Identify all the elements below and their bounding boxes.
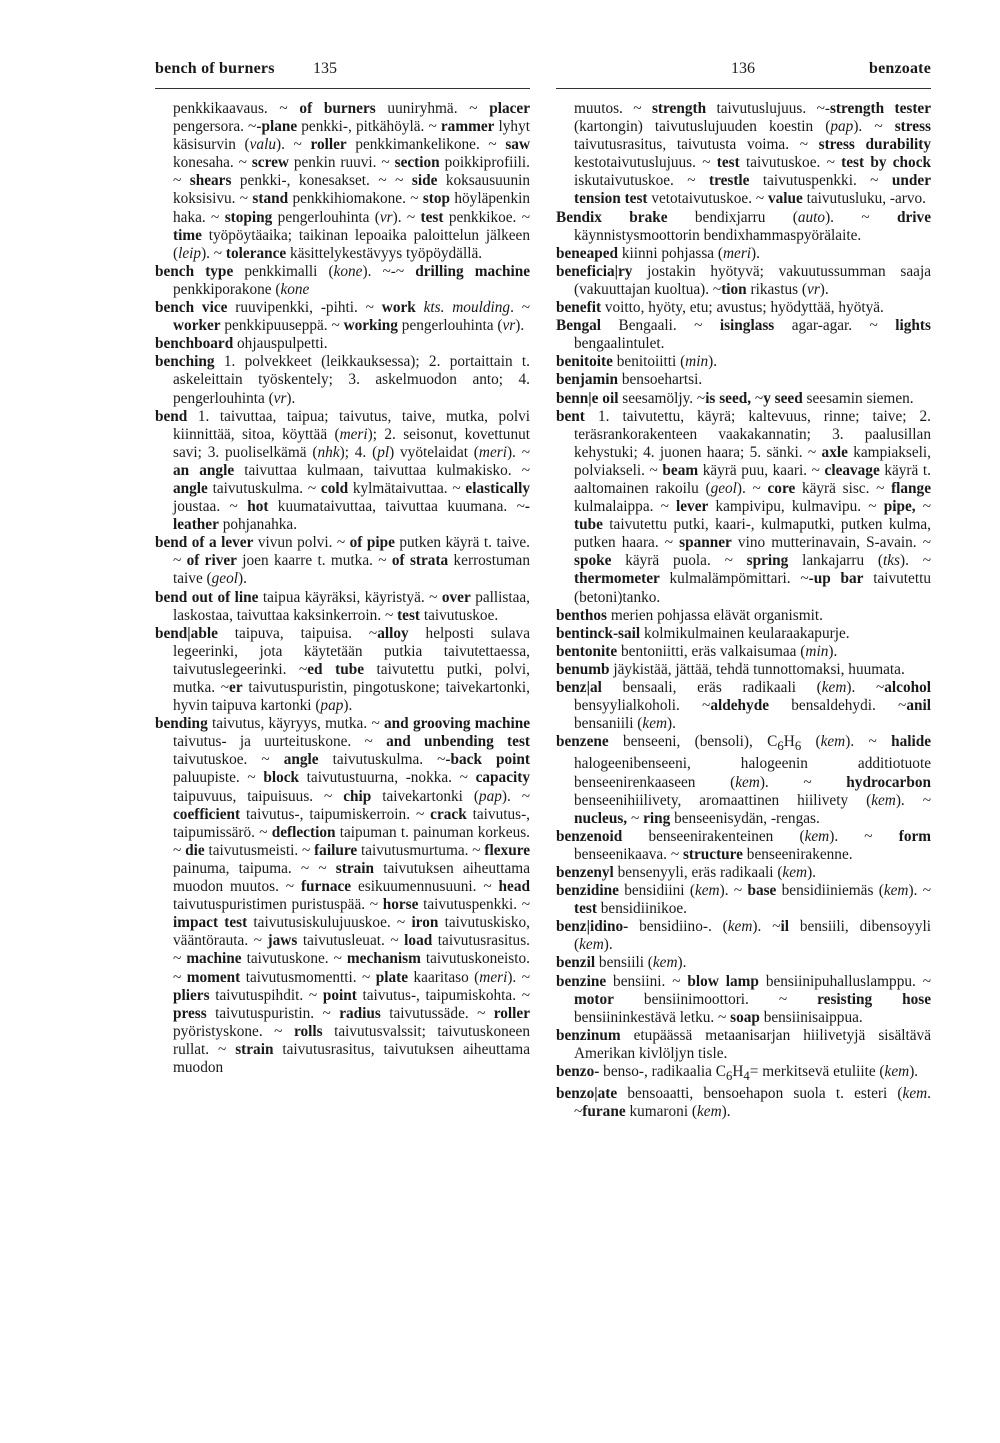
dictionary-entry: benzenyl bensenyyli, eräs radikaali (kem). [556, 863, 816, 881]
dictionary-entry: benjamin bensoehartsi. [556, 371, 703, 389]
dictionary-entry: benzinum etupäässä metaanisarjan hiilivetyjä sisältävä Amerikan kivlöljyn tisle. [556, 1026, 931, 1062]
dictionary-entry: benzidine bensidiini (kem). ~ base bensidiiniemäs (kem). ~ test bensidiinikoe. [556, 882, 931, 918]
dictionary-entry: benefit voitto, hyöty, etu; avustus; hyödyttää, hyötyä. [556, 299, 884, 317]
right-column [556, 100, 931, 1430]
dictionary-entry: benz|al bensaali, eräs radikaali (kem). ~alcohol bensyylialkoholi. ~aldehyde bensaldehydi. ~anil bensaniili (kem). [556, 679, 931, 733]
dictionary-entry: benching 1. polvekkeet (leikkauksessa); 2. portaittain t. askeleittain työskentely; 3. askelmuodon anto; 4. pengerlouhinta (vr). [155, 353, 530, 407]
right-page-number: 136 [731, 60, 755, 77]
dictionary-entry: beneaped kiinni pohjassa (meri). [556, 244, 760, 262]
left-page-header [155, 60, 530, 89]
right-guide-word: benzoate [868, 60, 931, 77]
dictionary-entry: bench vice ruuvipenkki, -pihti. ~ work kts. moulding. ~ worker penkkipuuseppä. ~ working pengerlouhinta (vr). [155, 299, 530, 335]
dictionary-entry: bend of a lever vivun polvi. ~ of pipe putken käyrä t. taive. ~ of river joen kaarre t. mutka. ~ of strata kerrostuman taive (geol). [155, 534, 530, 588]
dictionary-entry: Bengal Bengaali. ~ isinglass agar-agar. ~ lights bengaalintulet. [556, 317, 931, 353]
continued-entry: muutos. ~ strength taivutuslujuus. ~-strength tester (kartongin) taivutuslujuuden koestin (pap). ~ stress taivutusrasitus, taivutusta voima. ~ stress durability kestotaivutuslujuus. ~ test taivutuskoe. ~ test by chock iskutaivutuskoe. ~ trestle taivutuspenkki. ~ under tension test vetotaivutuskoe. ~ value taivutusluku, -arvo. [574, 100, 931, 208]
dictionary-entry: benchboard ohjauspulpetti. [155, 335, 328, 353]
dictionary-entry: bending taivutus, käyryys, mutka. ~ and grooving machine taivutus- ja uurteituskone. ~ and unbending test taivutuskoe. ~ angle taivutuskulma. ~-back point paluupiste. ~ block taivutustuurna, -nokka. ~ capacity taipuvuus, taipuisuus. ~ chip taivekartonki (pap). ~ coefficient taivutus-, taipumiskerroin. ~ crack taivutus-, taipumissärö. ~ deflection taipuman t. painuman korkeus. ~ die taivutusmeisti. ~ failure taivutusmurtuma. ~ flexure painuma, taipuma. ~ ~ strain taivutuksen aiheuttama muodon muutos. ~ furnace esikuumennusuuni. ~ head taivutuspuristimen puristuspää. ~ horse taivutuspenkki. ~ impact test taivutusiskulujuuskoe. ~ iron taivutuskisko, vääntörauta. ~ jaws taivutusleuat. ~ load taivutusrasitus. ~ machine taivutuskone. ~ mechanism taivutuskoneisto. ~ moment taivutusmomentti. ~ plate kaaritaso (meri). ~ pliers taivutuspihdit. ~ point taivutus-, taipumiskohta. ~ press taivutuspuristin. ~ radius taivutussäde. ~ roller pyöristyskone. ~ rolls taivutusvalssit; taivutuskoneen rullat. ~ strain taivutusrasitus, taivutuksen aiheuttama muodon [155, 715, 530, 1076]
dictionary-entry: beneficia|ry jostakin hyötyvä; vakuutussumman saaja (vakuuttajan kuoltua). ~tion rikastus (vr). [556, 262, 931, 298]
dictionary-entry: benitoite benitoiitti (min). [556, 353, 718, 371]
right-page-header [556, 60, 931, 89]
dictionary-entry: bend|able taipuva, taipuisa. ~alloy helposti sulava legeerinki, jota käytetään putkia taivutettaessa, taivutuslegeerinki. ~ed tube taivutettu putki, polvi, mutka. ~er taivutuspuristin, pingotuskone; taivekartonki, hyvin taipuva kartonki (pap). [155, 624, 530, 715]
dictionary-entry: benzil bensiili (kem). [556, 954, 687, 972]
left-guide-word: bench of burners [155, 60, 275, 77]
dictionary-entry: benzo- benso-, radikaalia $C_6H_4=$ merkitsevä etuliite (kem). [556, 1063, 919, 1084]
dictionary-entry: benzenoid benseenirakenteinen (kem). ~ form benseenikaava. ~ structure benseenirakenne. [556, 827, 931, 863]
dictionary-entry: bend 1. taivuttaa, taipua; taivutus, taive, mutka, polvi kiinnittää, sitoa, köyttää (meri); 2. seisonut, kovettunut savi; 3. puoliselkämä (nhk); 4. (pl) vyötelaidat (meri). ~ an angle taivuttaa kulmaan, taivuttaa kulmakisko. ~ angle taivutuskulma. ~ cold kylmätaivuttaa. ~ elastically joustaa. ~ hot kuumataivuttaa, taivuttaa kuumana. ~-leather pohjanahka. [155, 407, 530, 534]
continued-entry: penkkikaavaus. ~ of burners uuniryhmä. ~ placer pengersora. ~-plane penkki-, pitkähöylä. ~ rammer lyhyt käsisurvin (valu). ~ roller penkkimankelikone. ~ saw konesaha. ~ screw penkin ruuvi. ~ section poikkiprofiili. ~ shears penkki-, konesakset. ~ ~ side koksausuunin koksisivu. ~ stand penkkihiomakone. ~ stop höyläpenkin haka. ~ stoping pengerlouhinta (vr). ~ test penkkikoe. ~ time työpöytäaika; taikinan lepoaika paloittelun jälkeen (leip). ~ tolerance käsittelykestävyys työpöydällä. [173, 100, 530, 262]
dictionary-entry: bent 1. taivutettu, käyrä; kaltevuus, rinne; taive; 2. teräsrankorakenteen vaakakannatin; 3. paalusillan kehystuki; 4. juonen haara; 5. sänki. ~ axle kampiakseli, polviakseli. ~ beam käyrä puu, kaari. ~ cleavage käyrä t. aaltomainen rakoilu (geol). ~ core käyrä sisc. ~ flange kulmalaippa. ~ lever kampivipu, kulmavipu. ~ pipe, ~ tube taivutettu putki, kaari-, kulmaputki, putken kulma, putken haara. ~ spanner vino mutterinavain, S-avain. ~ spoke käyrä puola. ~ spring lankajarru (tks). ~ thermometer kulmalämpömittari. ~-up bar taivutettu (betoni)tanko. [556, 407, 931, 606]
dictionary-entry: benumb jäykistää, jättää, tehdä tunnottomaksi, huumata. [556, 660, 905, 678]
left-page-number: 135 [313, 60, 337, 77]
dictionary-entry: bench type penkkimalli (kone). ~-~ drilling machine penkkiporakone (kone [155, 262, 530, 298]
dictionary-entry: bend out of line taipua käyräksi, käyristyä. ~ over pallistaa, laskostaa, taivuttaa kaksinkerroin. ~ test taivutuskoe. [155, 588, 530, 624]
dictionary-entry: benn|e oil seesamöljy. ~is seed, ~y seed seesamin siemen. [556, 389, 914, 407]
dictionary-entry: benzine bensiini. ~ blow lamp bensiinipuhalluslamppu. ~ motor bensiinimoottori. ~ resisting hose bensiininkestävä letku. ~ soap bensiinisaippua. [556, 972, 931, 1026]
dictionary-entry: bentinck-sail kolmikulmainen keularaakapurje. [556, 624, 850, 642]
left-column [155, 100, 530, 1430]
dictionary-entry: benthos merien pohjassa elävät organismit. [556, 606, 823, 624]
dictionary-entry: benzene benseeni, (bensoli), $C_6H_6$ (kem). ~ halide halogeenibenseeni, halogeenin additiotuote benseenirenkaaseen (kem). ~ hydrocarbon benseenihiilivety, aromaattinen hiilivety (kem). ~ nucleus, ~ ring benseenisydän, -rengas. [556, 733, 931, 827]
dictionary-entry: Bendix brake bendixjarru (auto). ~ drive käynnistysmoottorin bendixhammaspyörälaite. [556, 208, 931, 244]
dictionary-entry: bentonite bentoniitti, eräs valkaisumaa (min). [556, 642, 838, 660]
dictionary-entry: benz|idino- bensidiino-. (kem). ~il bensiili, dibensoyyli (kem). [556, 918, 931, 954]
dictionary-entry: benzo|ate bensoaatti, bensoehapon suola t. esteri (kem. ~furane kumaroni (kem). [556, 1085, 931, 1121]
